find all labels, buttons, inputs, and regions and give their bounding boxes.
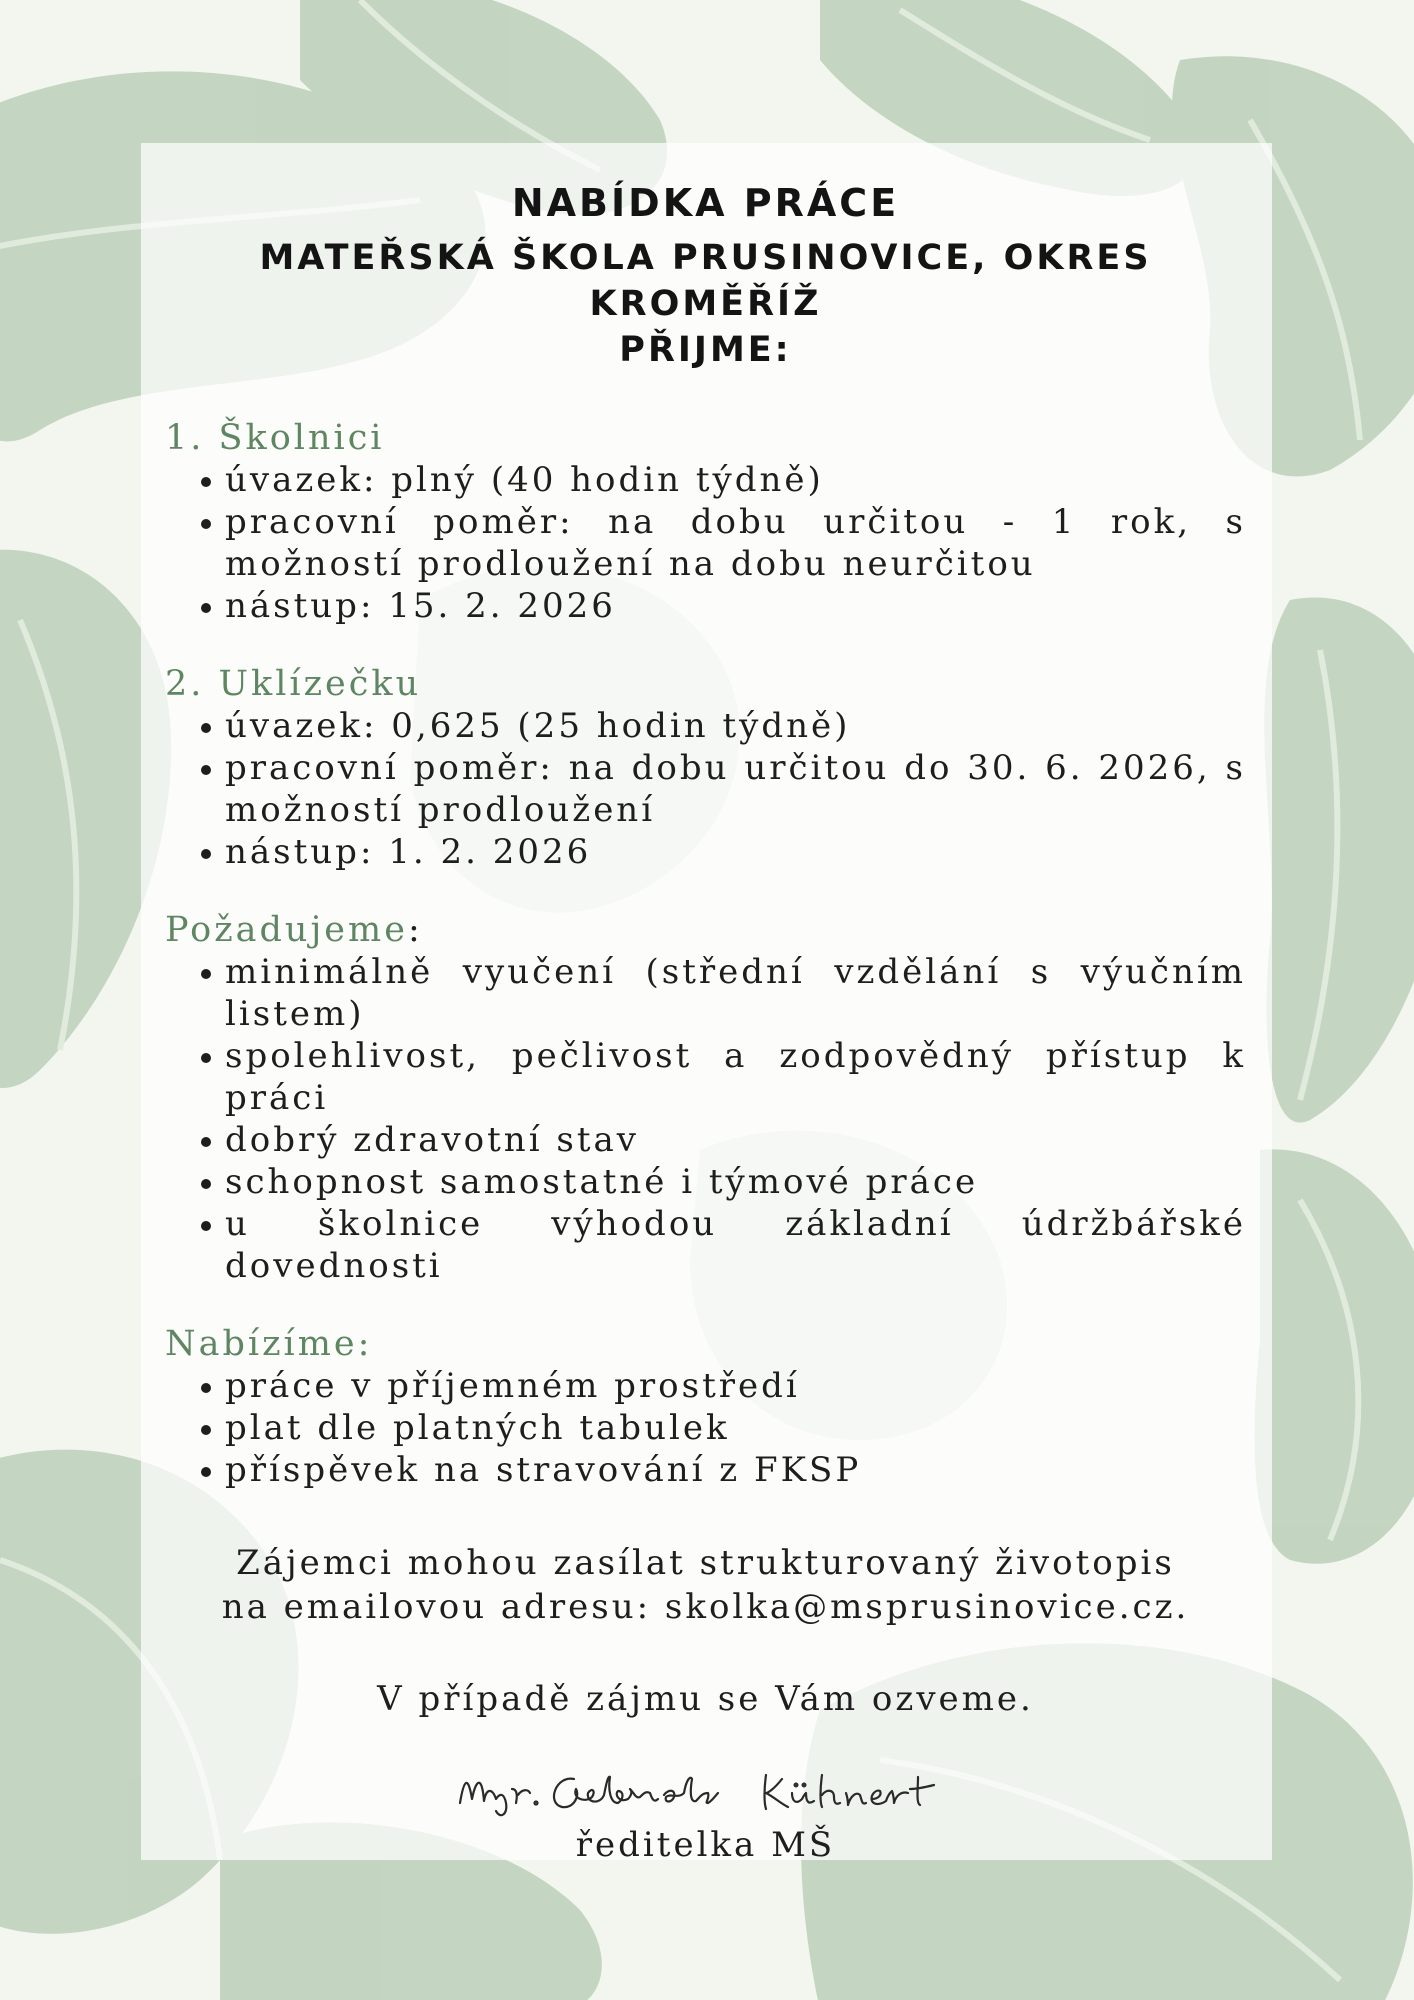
position-details-list [165,705,1246,873]
list-item: pracovní poměr: na dobu určitou do 30. 6. 2026, s možností prodloužení [201,747,1246,831]
job-offer-panel [141,143,1272,1865]
offer-section [165,1323,1246,1491]
list-item: dobrý zdravotní stav [201,1119,1246,1161]
list-item: plat dle platných tabulek [201,1407,1246,1449]
list-item: pracovní poměr: na dobu určitou - 1 rok, s možností prodloužení na dobu neurčitou [201,501,1246,585]
signatory-role: ředitelka MŠ [575,1825,836,1865]
list-item: příspěvek na stravování z FKSP [201,1449,1246,1491]
handwritten-signature [446,1759,966,1823]
position-title: 2. Uklízečku [165,664,422,704]
school-name: MATEŘSKÁ ŠKOLA PRUSINOVICE, OKRES KROMĚŘÍŽ [259,238,1152,324]
list-item: u školnice výhodou základní údržbářské dovednosti [201,1203,1246,1287]
position-details-list [165,459,1246,627]
list-item: úvazek: plný (40 hodin týdně) [201,459,1246,501]
position-title: 1. Školnici [165,418,385,458]
position-section-cleaner [165,663,1246,873]
list-item: schopnost samostatné i týmové práce [201,1161,1246,1203]
offer-title: Nabízíme: [165,1324,373,1364]
list-item: nástup: 15. 2. 2026 [201,585,1246,627]
contact-email-line: na emailovou adresu: skolka@msprusinovice.cz. [221,1587,1190,1627]
page-title: NABÍDKA PRÁCE [511,181,900,225]
position-section-caretaker [165,417,1246,627]
offer-list [165,1365,1246,1491]
requirements-title-text: Požadujeme [165,910,408,950]
requirements-list [165,951,1246,1287]
requirements-title [165,909,1246,951]
list-item: spolehlivost, pečlivost a zodpovědný přístup k práci [201,1035,1246,1119]
contact-line: Zájemci mohou zasílat strukturovaný životopis [236,1543,1175,1583]
requirements-section [165,909,1246,1287]
requirements-title-colon: : [407,910,423,950]
hires-label: PŘIJME: [619,330,792,370]
list-item: úvazek: 0,625 (25 hodin týdně) [201,705,1246,747]
reply-note: V případě zájmu se Vám ozveme. [377,1679,1034,1719]
list-item: nástup: 1. 2. 2026 [201,831,1246,873]
list-item: práce v příjemném prostředí [201,1365,1246,1407]
list-item: minimálně vyučení (střední vzdělání s výučním listem) [201,951,1246,1035]
contact-info [165,1541,1246,1629]
